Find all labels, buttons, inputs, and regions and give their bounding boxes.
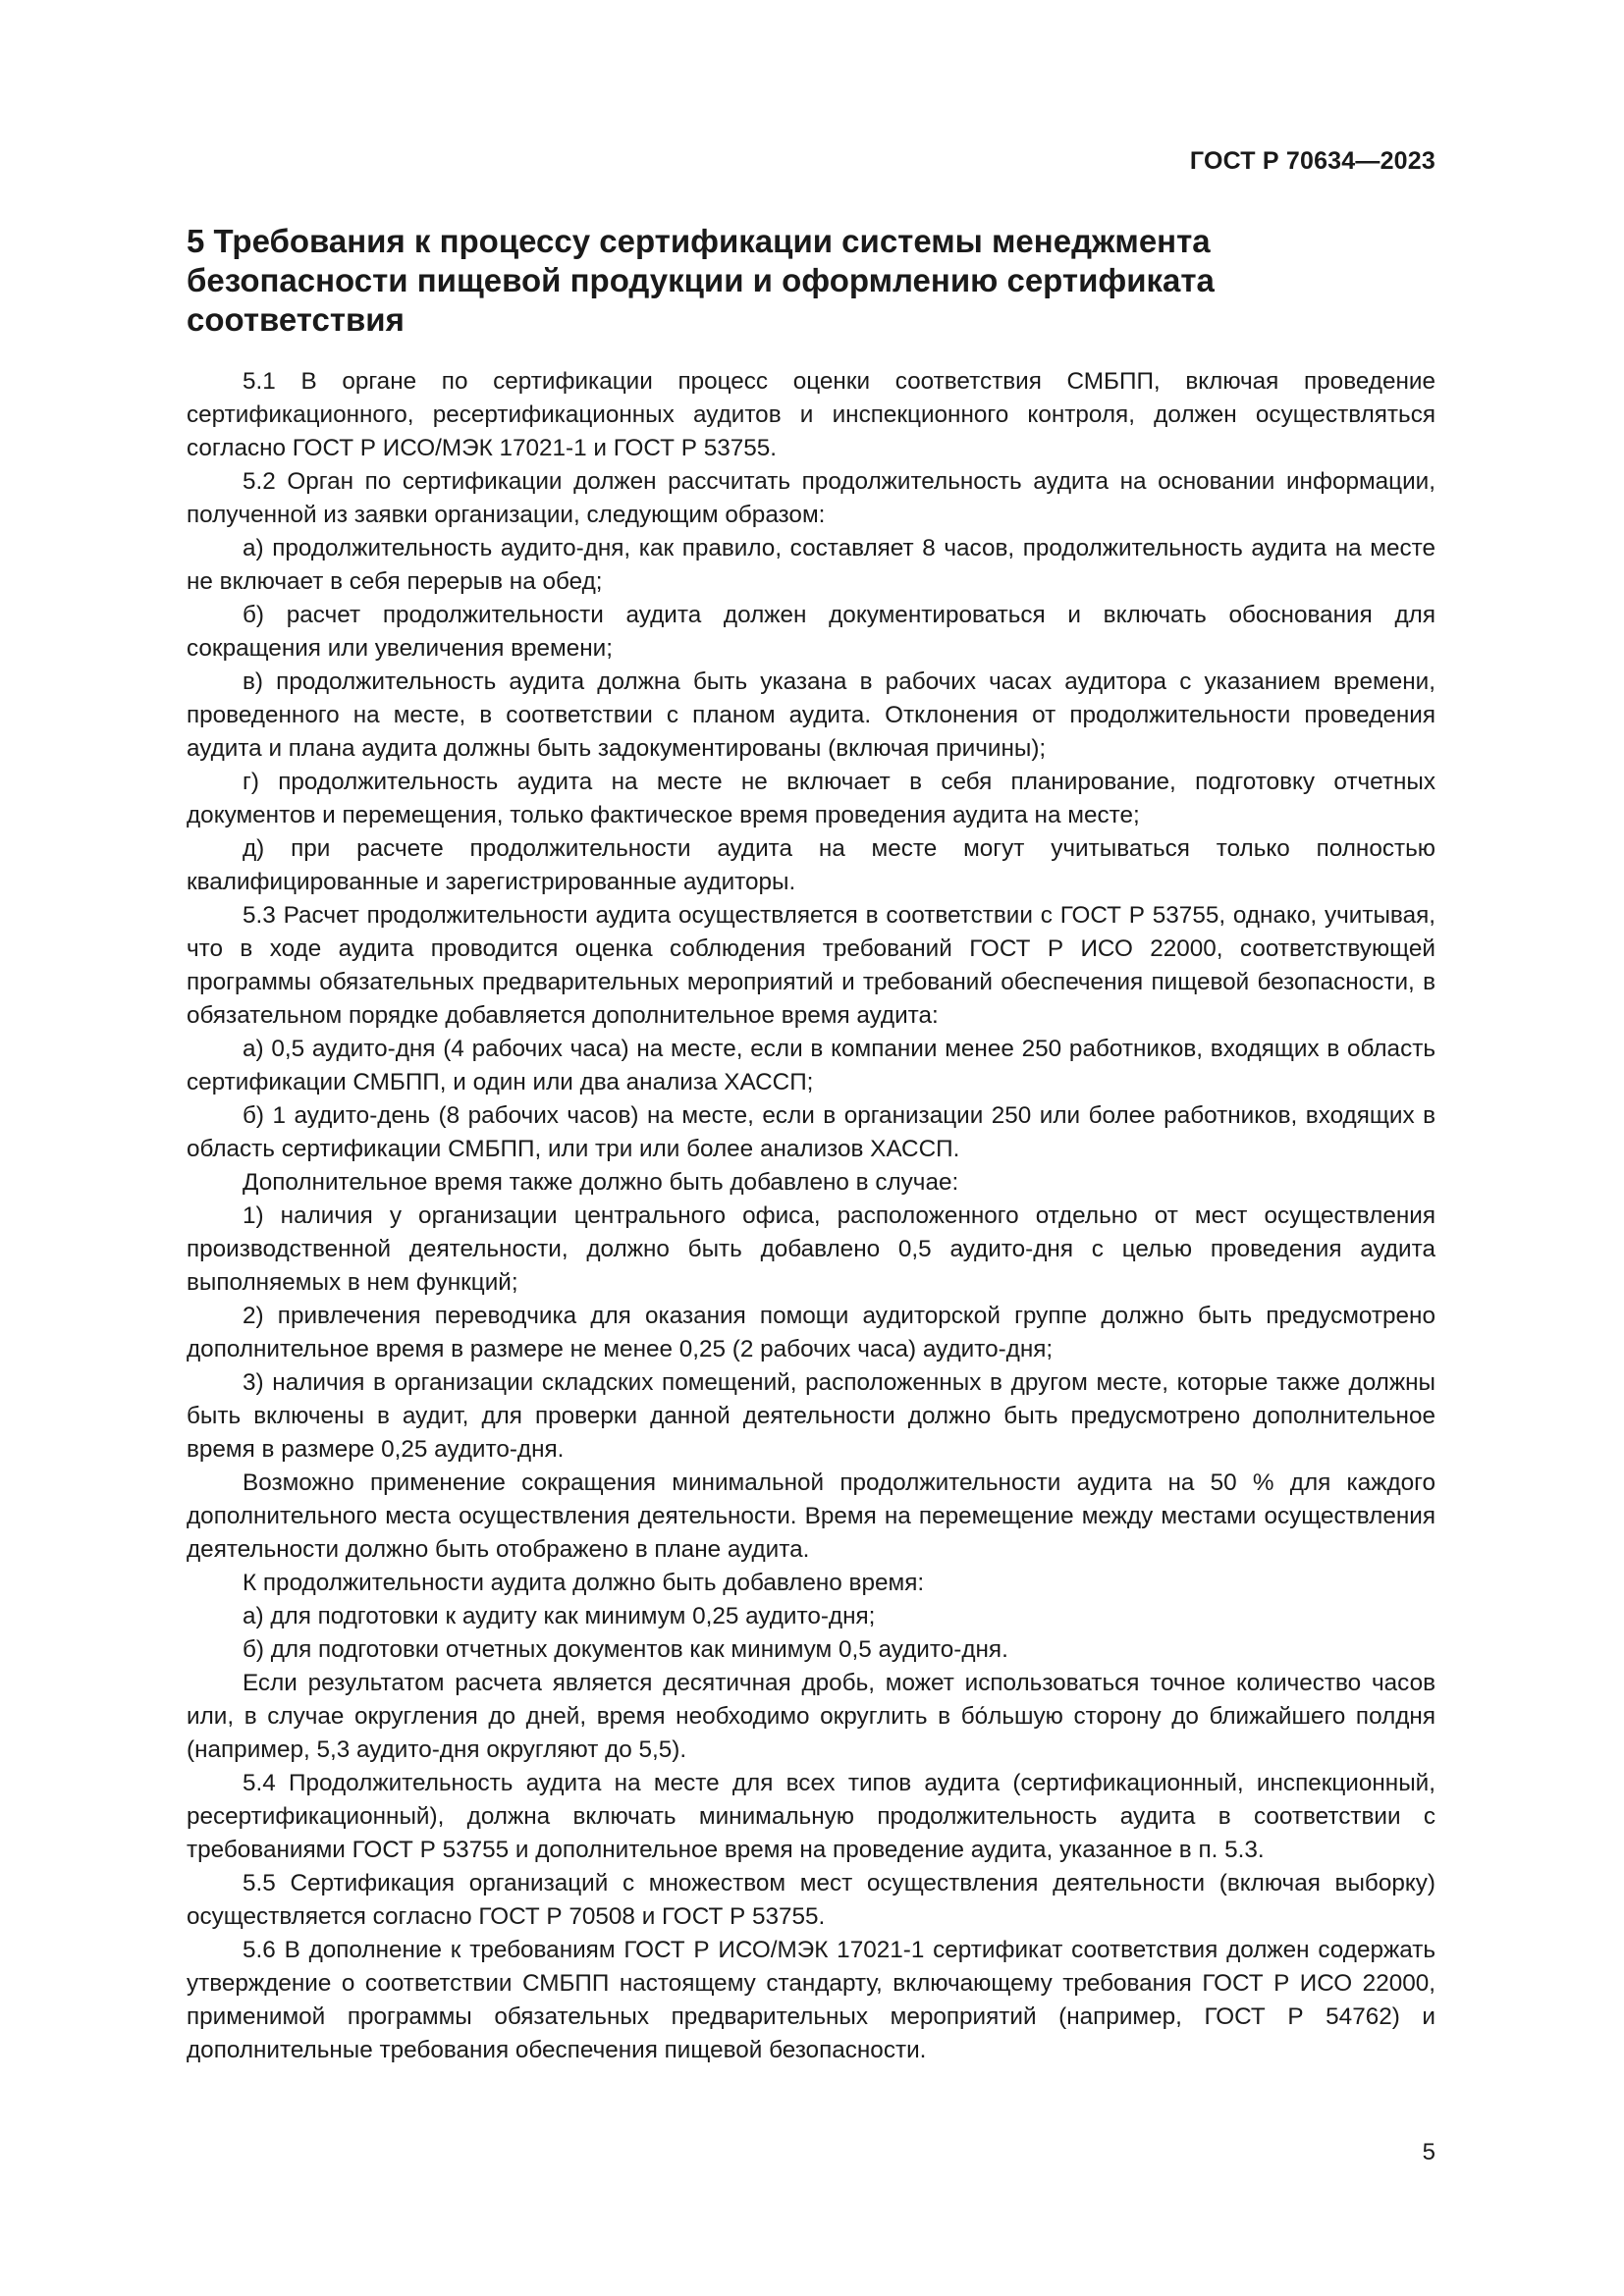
list-item: б) для подготовки отчетных документов как минимум 0,5 аудито-дня. bbox=[243, 1636, 1008, 1663]
paragraph-5-6: 5.6 В дополнение к требованиям ГОСТ Р ИСО/МЭК 17021-1 сертификат соответствия должен содержать утверждение о соответствии СМБПП настоящему стандарту, включающему требования ГОСТ Р ИСО 22000, применимой программы обязательных предварительных мероприятий (например, ГОСТ Р 54762) и дополнительные требования обеспечения пищевой безопасности. bbox=[187, 1937, 1435, 2063]
list-item: а) продолжительность аудито-дня, как правило, составляет 8 часов, продолжительность аудита на месте не включает в себя перерыв на обед; bbox=[187, 535, 1435, 595]
list-item: г) продолжительность аудита на месте не включает в себя планирование, подготовку отчетных документов и перемещения, только фактическое время проведения аудита на месте; bbox=[187, 769, 1435, 828]
list-item: в) продолжительность аудита должна быть указана в рабочих часах аудитора с указанием времени, проведенного на месте, в соответствии с планом аудита. Отклонения от продолжительности проведения аудита и плана аудита должны быть задокументированы (включая причины); bbox=[187, 668, 1435, 762]
list-item: а) 0,5 аудито-дня (4 рабочих часа) на месте, если в компании менее 250 работников, входящих в область сертификации СМБПП, и один или два анализа ХАССП; bbox=[187, 1036, 1435, 1095]
paragraph-5-2: 5.2 Орган по сертификации должен рассчитать продолжительность аудита на основании информации, полученной из заявки организации, следующим образом: bbox=[187, 468, 1435, 528]
list-item: 2) привлечения переводчика для оказания помощи аудиторской группе должно быть предусмотрено дополнительное время в размере не менее 0,25 (2 рабочих часа) аудито-дня; bbox=[187, 1303, 1435, 1362]
list-item: 3) наличия в организации складских помещений, расположенных в другом месте, которые также должны быть включены в аудит, для проверки данной деятельности должно быть предусмотрено дополнительное время в размере 0,25 аудито-дня. bbox=[187, 1369, 1435, 1463]
paragraph: К продолжительности аудита должно быть добавлено время: bbox=[243, 1570, 925, 1596]
page-number: 5 bbox=[1422, 2139, 1435, 2165]
document-code: ГОСТ Р 70634—2023 bbox=[1189, 147, 1435, 175]
paragraph-5-4: 5.4 Продолжительность аудита на месте для всех типов аудита (сертификационный, инспекционный, ресертификационный), должна включать минимальную продолжительность аудита в соответствии с требованиями ГОСТ Р 53755 и дополнительное время на проведение аудита, указанное в п. 5.3. bbox=[187, 1770, 1435, 1863]
paragraph: Возможно применение сокращения минимальной продолжительности аудита на 50 % для каждого дополнительного места осуществления деятельности. Время на перемещение между местами осуществления деятельности должно быть отображено в плане аудита. bbox=[187, 1469, 1435, 1563]
list-item: б) расчет продолжительности аудита должен документироваться и включать обоснования для сокращения или увеличения времени; bbox=[187, 602, 1435, 662]
list-item: д) при расчете продолжительности аудита на месте могут учитываться только полностью квалифицированные и зарегистрированные аудиторы. bbox=[187, 835, 1435, 895]
paragraph-5-1: 5.1 В органе по сертификации процесс оценки соответствия СМБПП, включая проведение сертификационного, ресертификационных аудитов и инспекционного контроля, должен осуществляться согласно ГОСТ Р ИСО/МЭК 17021-1 и ГОСТ Р 53755. bbox=[187, 368, 1435, 461]
paragraph-5-5: 5.5 Сертификация организаций с множеством мест осуществления деятельности (включая выборку) осуществляется согласно ГОСТ Р 70508 и ГОСТ Р 53755. bbox=[187, 1870, 1435, 1930]
list-item: а) для подготовки к аудиту как минимум 0,25 аудито-дня; bbox=[243, 1603, 876, 1629]
list-item: 1) наличия у организации центрального офиса, расположенного отдельно от мест осуществления производственной деятельности, должно быть добавлено 0,5 аудито-дня с целью проведения аудита выполняемых в нем функций; bbox=[187, 1202, 1435, 1296]
paragraph: Дополнительное время также должно быть добавлено в случае: bbox=[243, 1169, 959, 1196]
paragraph: Если результатом расчета является десятичная дробь, может использоваться точное количество часов или, в случае округления до дней, время необходимо округлить в бо́льшую сторону до ближайшего полдня (например, 5,3 аудито-дня округляют до 5,5). bbox=[187, 1670, 1435, 1763]
list-item: б) 1 аудито-день (8 рабочих часов) на месте, если в организации 250 или более работников, входящих в область сертификации СМБПП, или три или более анализов ХАССП. bbox=[187, 1102, 1435, 1162]
section-title: 5 Требования к процессу сертификации системы менеджмента безопасности пищевой продукции и оформлению сертификата соответствия bbox=[187, 223, 1215, 338]
section-body bbox=[187, 365, 1435, 2067]
paragraph-5-3: 5.3 Расчет продолжительности аудита осуществляется в соответствии с ГОСТ Р 53755, однако, учитывая, что в ходе аудита проводится оценка соблюдения требований ГОСТ Р ИСО 22000, соответствующей программы обязательных предварительных мероприятий и требований обеспечения пищевой безопасности, в обязательном порядке добавляется дополнительное время аудита: bbox=[187, 902, 1435, 1029]
